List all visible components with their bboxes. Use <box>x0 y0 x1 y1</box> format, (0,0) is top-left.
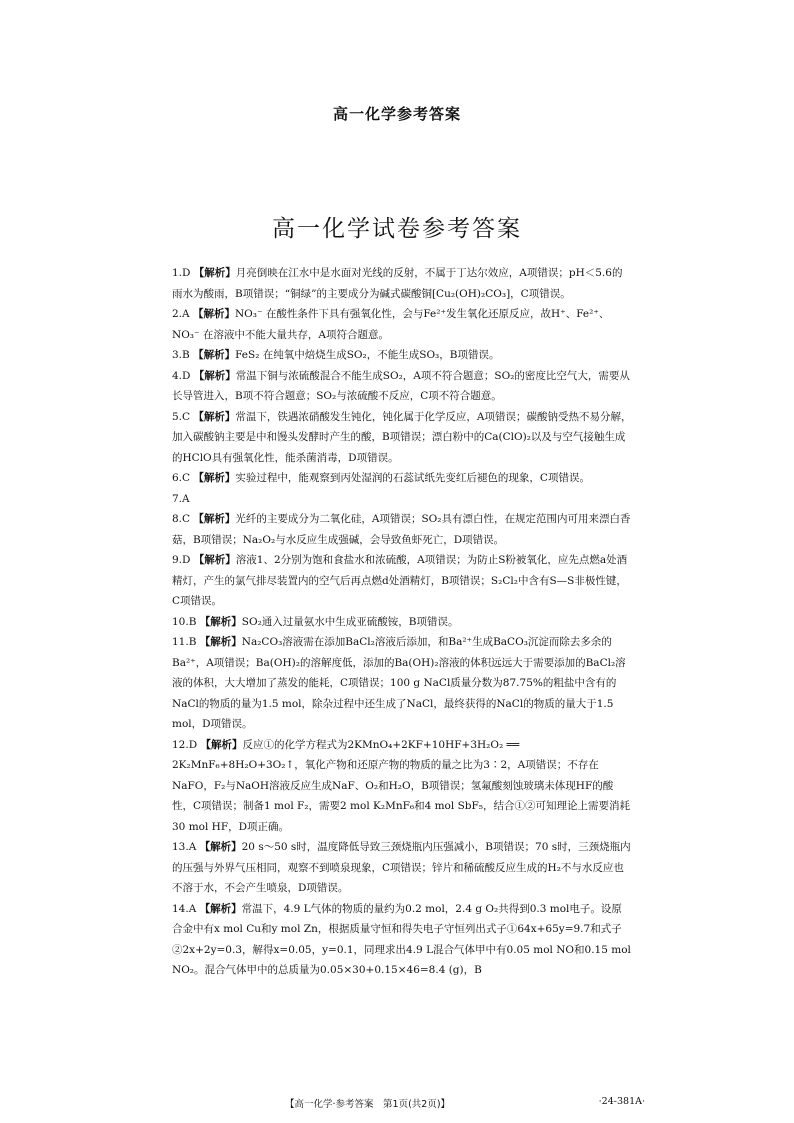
analysis-tag: 【解析】 <box>193 472 236 484</box>
answer-item <box>172 550 632 612</box>
analysis-tag: 【解析】 <box>193 349 236 361</box>
answer-text: 常温下，铁遇浓硝酸发生钝化，钝化属于化学反应，A项错误；碳酸钠受热不易分解，加入碳酸钠主要是中和馒头发酵时产生的酸，B项错误；漂白粉中的Ca(ClO)₂以及与空气接触生成的HClO具有强氧化性，能杀菌消毒，D项错误。 <box>172 410 632 464</box>
answer-number: 14.A <box>172 902 197 915</box>
answer-number: 2.A <box>172 308 190 320</box>
answer-number: 9.D <box>172 554 191 566</box>
answer-text: 实验过程中，能观察到丙处湿润的石蕊试纸先变红后褪色的现象，C项错误。 <box>235 472 590 484</box>
answer-text: NO₃⁻ 在酸性条件下具有强氧化性，会与Fe²⁺发生氧化还原反应，故H⁺、Fe²⁺、NO₃⁻ 在溶液中不能大量共存，A项符合题意。 <box>172 308 610 341</box>
answer-number: 5.C <box>172 410 191 423</box>
page-title: 高一化学试卷参考答案 <box>272 216 522 242</box>
footer-code: ·24-381A· <box>598 1096 645 1107</box>
answer-number: 11.B <box>172 636 197 648</box>
answer-text: 光纤的主要成分为二氧化硅，A项错误；SO₂具有漂白性，在规定范围内可用来漂白香菇，B项错误；Na₂O₂与水反应生成强碱，会导致鱼虾死亡，D项错误。 <box>172 513 631 546</box>
analysis-tag: 【解析】 <box>192 308 235 320</box>
page-footer <box>285 1096 645 1110</box>
answer-text: 常温下铜与浓硫酸混合不能生成SO₂，A项不符合题意；SO₂的密度比空气大，需要从长导管进入，B项不符合题意；SO₂与浓硫酸不反应，C项不符合题意。 <box>172 369 630 402</box>
answer-text: SO₂通入过量氨水中生成亚硫酸铵，B项错误。 <box>241 615 459 628</box>
analysis-tag: 【解析】 <box>193 554 236 566</box>
analysis-tag: 【解析】 <box>193 267 236 279</box>
analysis-tag: 【解析】 <box>193 369 236 382</box>
answer-text: Na₂CO₃溶液需在添加BaCl₂溶液后添加，和Ba²⁺生成BaCO₃沉淀而除去多余的Ba²⁺，A项错误；Ba(OH)₂的溶解度低，添加的Ba(OH)₂溶液的体积远远大于需要添加的BaCl₂溶液的体积，大大增加了蒸发的能耗，C项错误；100 g NaCl质量分数为87.75%的粗盐中含有的NaCl的物质的量为1.5 mol，除杂过程中还生成了NaCl，最终获得的NaCl的物质的量大于1.5 mol，D项错误。 <box>172 636 626 730</box>
answer-item <box>172 632 632 735</box>
analysis-tag: 【解析】 <box>193 513 236 525</box>
analysis-tag: 【解析】 <box>199 902 242 915</box>
answer-item <box>172 735 632 838</box>
answer-text: FeS₂ 在纯氧中焙烧生成SO₂，不能生成SO₃，B项错误。 <box>235 349 500 361</box>
answer-number: 3.B <box>172 349 190 361</box>
answer-item <box>172 837 632 899</box>
answer-text: 20 s～50 s时，温度降低导致三颈烧瓶内压强减小，B项错误；70 s时，三颈烧瓶内的压强与外界气压相同，观察不到喷泉现象，C项错误；锌片和稀硫酸反应生成的H₂不与水反应也不溶于水，不会产生喷泉，D项错误。 <box>172 841 631 894</box>
analysis-tag: 【解析】 <box>193 410 236 423</box>
answer-number: 8.C <box>172 513 191 525</box>
answer-text: 常温下，4.9 L气体的物质的量约为0.2 mol，2.4 g O₂共得到0.3 mol电子。设原合金中有x mol Cu和y mol Zn，根据质量守恒和得失电子守恒列出式子①64x+65y=9.7和式子②2x+2y=0.3，解得x=0.05，y=0.1，同理求出4.9 L混合气体甲中有0.05 mol NO和0.15 mol NO₂。混合气体甲中的总质量为0.05×30+0.15×46=8.4 (g)，B <box>172 902 631 976</box>
answer-item <box>172 899 632 981</box>
answer-item <box>172 263 632 304</box>
answer-item <box>172 304 632 345</box>
analysis-tag: 【解析】 <box>200 738 243 751</box>
answer-item <box>172 345 632 366</box>
answer-item <box>172 407 632 469</box>
answer-text: 反应①的化学方程式为2KMnO₄+2KF+10HF+3H₂O₂ ══ 2K₂MnF₆+8H₂O+3O₂↑，氧化产物和还原产物的物质的量之比为3∶2，A项错误；不存在NaFO，F₂与NaOH溶液反应生成NaF、O₂和H₂O，B项错误；氢氟酸刻蚀玻璃未体现HF的酸性，C项错误；制备1 mol F₂，需要2 mol K₂MnF₆和4 mol SbF₅，结合①②可知理论上需要消耗30 mol HF，D项正确。 <box>172 738 630 833</box>
answer-text: 月亮倒映在江水中是水面对光线的反射，不属于丁达尔效应，A项错误；pH＜5.6的雨水为酸雨，B项错误；“铜绿”的主要成分为碱式碳酸铜[Cu₂(OH)₂CO₃]，C项错误。 <box>172 267 623 300</box>
answer-item <box>172 489 632 510</box>
answer-number: 12.D <box>172 738 198 751</box>
answer-number: 1.D <box>172 267 191 279</box>
analysis-tag: 【解析】 <box>199 615 242 628</box>
answer-list <box>172 263 632 981</box>
answer-number: 10.B <box>172 615 197 628</box>
answer-text: 溶液1、2分别为饱和食盐水和浓硫酸，A项错误；为防止S粉被氧化，应先点燃a处酒精灯，产生的氯气排尽装置内的空气后再点燃d处酒精灯，B项错误；S₂Cl₂中含有S—S非极性键，C项错误。 <box>172 554 628 607</box>
answer-number: 4.D <box>172 369 191 382</box>
analysis-tag: 【解析】 <box>199 841 242 853</box>
answer-item <box>172 509 632 550</box>
answer-item <box>172 468 632 489</box>
analysis-tag: 【解析】 <box>199 636 242 648</box>
answer-number: 6.C <box>172 472 191 484</box>
answer-number: 13.A <box>172 841 197 853</box>
footer-page-info: 【高一化学·参考答案 第1页(共2页)】 <box>285 1099 451 1110</box>
answer-number: 7.A <box>172 492 190 505</box>
answer-item <box>172 612 632 633</box>
header-title: 高一化学参考答案 <box>332 105 461 123</box>
answer-item <box>172 366 632 407</box>
